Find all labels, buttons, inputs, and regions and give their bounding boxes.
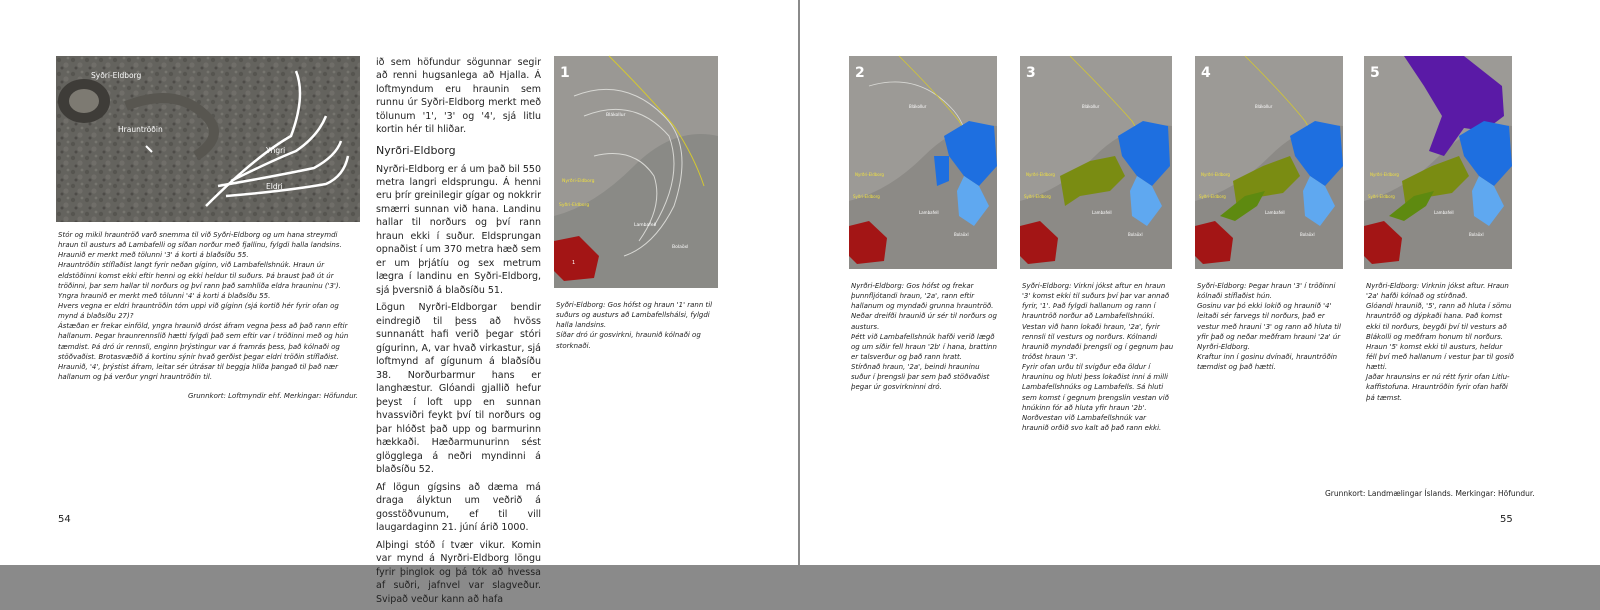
map2-label-blakollur: Blákollur <box>909 104 927 109</box>
map5-caption <box>1366 281 1514 403</box>
photo-label-eldri: Eldri <box>266 182 283 191</box>
map2-caption-para: Neðar dreifði hraunið úr sér til norðurs og austurs. <box>851 312 997 331</box>
photo-label-yngri: Yngri <box>266 146 286 155</box>
map1-label-bolaoxl: Bolaöxl <box>672 245 689 250</box>
lava-map-5 <box>1364 56 1512 269</box>
map3-label-sydri: Syðri-Eldborg <box>1024 194 1051 199</box>
photo-credit: Grunnkort: Loftmyndir ehf. Merkingar: Höfundur. <box>187 392 358 400</box>
right-page <box>800 0 1600 565</box>
photo-caption-para: Stór og mikil hrauntröð varð snemma til við Syðri-Eldborg og um hana streymdi hraun til austurs að Lambafelli og síðan norður með fjallinu, fylgdi halla landsins. Hraunið er merkt með tölunni '3' á korti á blaðsíðu 55. <box>58 231 342 260</box>
lava-map-2-image <box>849 56 997 269</box>
lava-map-3 <box>1020 56 1172 269</box>
map-number: 4 <box>1201 65 1211 81</box>
photo-label-hrauntrodin: Hrauntröðin <box>118 125 163 134</box>
photo-caption <box>58 230 360 382</box>
map3-caption-para: Norðvestan við Lambafellshnúk var hraunið orðið svo kalt að það rann ekki. <box>1022 413 1162 432</box>
map3-caption <box>1022 281 1174 433</box>
map4-caption-para: Gosinu var þó ekki lokið og hraunið '4' leitaði sér farvegs til norðurs, það er vestur með hrauni '3' og rann að hluta til yfir það og neðar meðfram hrauni '2a' úr Nyrðri-Eldborg. <box>1197 302 1341 351</box>
map2-label-bolaoxl: Bolaöxl <box>954 232 969 237</box>
map5-label-nyrdri: Nyrðri-Eldborg <box>1370 172 1399 177</box>
map2-label-nyrdri: Nyrðri-Eldborg <box>855 172 884 177</box>
map4-label-bolaoxl: Bolaöxl <box>1300 232 1315 237</box>
map4-caption-para: Syðri-Eldborg: Þegar hraun '3' í tröðinni kólnaði stíflaðist hún. <box>1197 282 1336 301</box>
map-number: 1 <box>560 65 570 81</box>
map4-label-nyrdri: Nyrðri-Eldborg <box>1201 172 1230 177</box>
photo-caption-para: Ástæðan er frekar einföld, yngra hraunið dróst áfram vegna þess að það rann eftir hallanum. Þegar hraunrennslið hætti fylgdi það sem eftir var í tröðinni með og hún tæmdist. Þá dró úr rennsli, enginn þrýstingur var á framrás þess, það kólnaði og stöðvaðist. Brotasvæðið á kortinu sýnir hvað gerðist þegar eldri tröðin stíflaðist. Hraunið, '4', þrýstist áfram, leitar sér útrásar til beggja hliða þangað til það nær hallanum og þá verður yngri hrauntröðin til. <box>58 322 349 381</box>
photo-label-sydri: Syðri-Eldborg <box>91 71 142 80</box>
map3-caption-para: Vestan við hann lokaði hraun, '2a', fyrir rennsli til vesturs og norðurs. Kólnandi hraunið myndaði þrengsli og í gegnum þau tróðst hraun '3'. <box>1022 322 1174 361</box>
map-number: 3 <box>1026 65 1036 81</box>
map2-caption-para: Nyrðri-Eldborg: Gos hófst og frekar þunnfljótandi hraun, '2a', rann eftir hallanum og myndaði grunna hrauntröð. <box>851 282 994 311</box>
page-number-left: 54 <box>58 514 71 525</box>
map3-label-nyrdri: Nyrðri-Eldborg <box>1026 172 1055 177</box>
map1-label-sydri: Syðri-Eldborg <box>559 203 590 208</box>
map4-label-blakollur: Blákollur <box>1255 104 1273 109</box>
map4-label-lambafell: Lambafell <box>1265 210 1285 215</box>
map1-label-lambafell: Lambafell <box>634 223 657 228</box>
body-paragraph: ið sem höfundur sögunnar segir að renni hugsanlega að Hjalla. Á loftmyndum eru hraunin sem runnu úr Syðri-Eldborg merkt með tölunum '1', '3' og '4', sjá litlu kortin hér til hliðar. <box>376 57 541 136</box>
map2-caption-para: Stírðnað hraun, '2a', beindi hrauninu suður í þrengsli þar sem það stöðvaðist þegar úr gosvirkninni dró. <box>851 363 990 392</box>
map-number: 2 <box>855 65 865 81</box>
lava-map-4-image <box>1195 56 1343 269</box>
map5-caption-para: Hraun '5' komst ekki til austurs, heldur féll því með hallanum í vestur þar til gosið hætti. <box>1366 342 1514 372</box>
map1-label-blakollur: Blákollur <box>606 113 626 118</box>
map5-caption-para: Jaðar hraunsins er nú rétt fyrir ofan Litlu-kaffistofuna. Hrauntröðin fyrir ofan hafði þá tæmst. <box>1366 373 1510 402</box>
lava-map-2 <box>849 56 997 269</box>
body-paragraph: Af lögun gígsins að dæma má draga ályktun um veðrið á gosstöðvunum, ef til vill laugardaginn 21. júní árið 1000. <box>376 481 541 534</box>
body-text-column <box>376 56 541 610</box>
body-paragraph: Alþingi stóð í tvær vikur. Komin var mynd á Nyrðri-Eldborg löngu fyrir þinglok og þá tók að hvessa af suðri, jafnvel var slagveður. Svipað veður kann að hafa <box>376 539 541 605</box>
map3-label-lambafell: Lambafell <box>1092 210 1112 215</box>
map5-label-lambafell: Lambafell <box>1434 210 1454 215</box>
map1-caption-para: Síðar dró úr gosvirkni, hraunið kólnaði og storknaði. <box>556 331 701 350</box>
map5-caption-para: Nyrðri-Eldborg: Virknin jókst aftur. Hraun '2a' hafði kólnað og stírðnað. <box>1366 282 1509 301</box>
photo-caption-para: Hrauntröðin stíflaðist langt fyrir neðan gíginn, við Lambafellshnúk. Hraun úr eldstöðinni komst ekki eftir henni og ekki heldur til suðurs. Þá braust það út úr tröðinni, þar sem hallar til norðurs og því rann það samhliða eldra hrauninu ('3'). Yngra hraunið er merkt með tölunni '4' á korti á blaðsíðu 55. <box>58 261 341 300</box>
map3-label-blakollur: Blákollur <box>1082 104 1100 109</box>
map3-caption-para: Syðri-Eldborg: Virkni jókst aftur en hraun '3' komst ekki til suðurs því þar var annað fyrir, '1'. Það fylgdi hallanum og rann í hrauntröð norður að Lambafellshnúki. <box>1022 282 1170 321</box>
map4-caption <box>1197 281 1345 372</box>
section-heading: Nyrðri-Eldborg <box>376 143 456 157</box>
lava-map-1-image <box>554 56 718 288</box>
body-paragraph: Lögun Nyrðri-Eldborgar bendir eindregið til þess að hvöss sunnanátt hafi verið þegar stóri gígurinn, A, var hvað virkastur, sjá loftmynd af gígunum á blaðsíðu 38. Norðurbarmur hans er langhæstur. Glóandi gjallið hefur þeyst í loft upp en sunnan hvassviðri feykt því til norðurs og þar hlóðst það upp og barmurinn hækkaði. Hæðarmunurinn sést glögglega á neðri myndinni á blaðsíðu 52. <box>376 302 541 476</box>
map3-caption-para: Fyrir ofan urðu til svigður eða öldur í hrauninu og hluti þess lokaðist inni á milli Lambafellshnúks og Lambafells. Sá hluti sem komst í gegnum þrengslin vestan við hnúkinn fór að hluta yfir hraun '2b'. <box>1022 363 1169 412</box>
map-credit: Grunnkort: Landmælingar Íslands. Merkingar: Höfundur. <box>1325 489 1535 498</box>
lava-map-1 <box>554 56 718 288</box>
map2-caption <box>851 281 997 393</box>
photo-caption-para: Hvers vegna er eldri hrauntröðin tóm uppi við gíginn (sjá kortið hér fyrir ofan og mynd á blaðsíðu 27)? <box>58 301 339 321</box>
lava-map-4 <box>1195 56 1343 269</box>
map4-label-sydri: Syðri-Eldborg <box>1199 194 1226 199</box>
map5-label-bolaoxl: Bolaöxl <box>1469 232 1484 237</box>
map5-label-sydri: Syðri-Eldborg <box>1368 194 1395 199</box>
map2-label-lambafell: Lambafell <box>919 210 939 215</box>
map3-label-bolaoxl: Bolaöxl <box>1128 232 1143 237</box>
aerial-photo <box>56 56 360 222</box>
left-page <box>0 0 798 605</box>
map4-caption-para: Kraftur inn í gosinu dvínaði, hrauntröðin tæmdist og það hætti. <box>1197 352 1338 372</box>
lava-map-3-image <box>1020 56 1172 269</box>
body-paragraph: Nyrðri-Eldborg er á um það bil 550 metra langri eldsprungu. Á henni eru þrír greinilegir gígar og nokkrir smærri sunnan við hana. Landinu hallar til norðurs og því rann hraun ekki í suður. Eldsprungan opnaðist í um 370 metra hæð sem er um þrjátíu og sex metrum lægra í landinu en Syðri-Eldborg, sjá þversnið á blaðsíðu 51. <box>376 163 541 296</box>
map-number: 5 <box>1370 65 1380 81</box>
page-number-right: 55 <box>1500 514 1513 525</box>
aerial-photo-image <box>56 56 360 222</box>
map5-caption-para: Glóandi hraunið, '5', rann að hluta í sömu hrauntröð og dýpkaði hana. Það komst ekki til norðurs, beygði því til vesturs að Blákolli og meðfram honum til norðurs. <box>1366 302 1512 341</box>
svg-text:1: 1 <box>572 260 576 266</box>
map1-label-nyrdri: Nyrðri-Eldborg <box>562 179 595 184</box>
map2-label-sydri: Syðri-Eldborg <box>853 194 880 199</box>
map1-caption <box>556 300 718 351</box>
lava-map-5-image <box>1364 56 1512 269</box>
map2-caption-para: Þétt við Lambafellshnúk hafði verið lægð og um síðir fell hraun '2b' í hana, brattinn er talsverður og það rann hratt. <box>851 332 997 361</box>
map1-caption-para: Syðri-Eldborg: Gos hófst og hraun '1' rann til suðurs og austurs að Lambafellshálsi, fylgdi halla landsins. <box>556 301 713 330</box>
